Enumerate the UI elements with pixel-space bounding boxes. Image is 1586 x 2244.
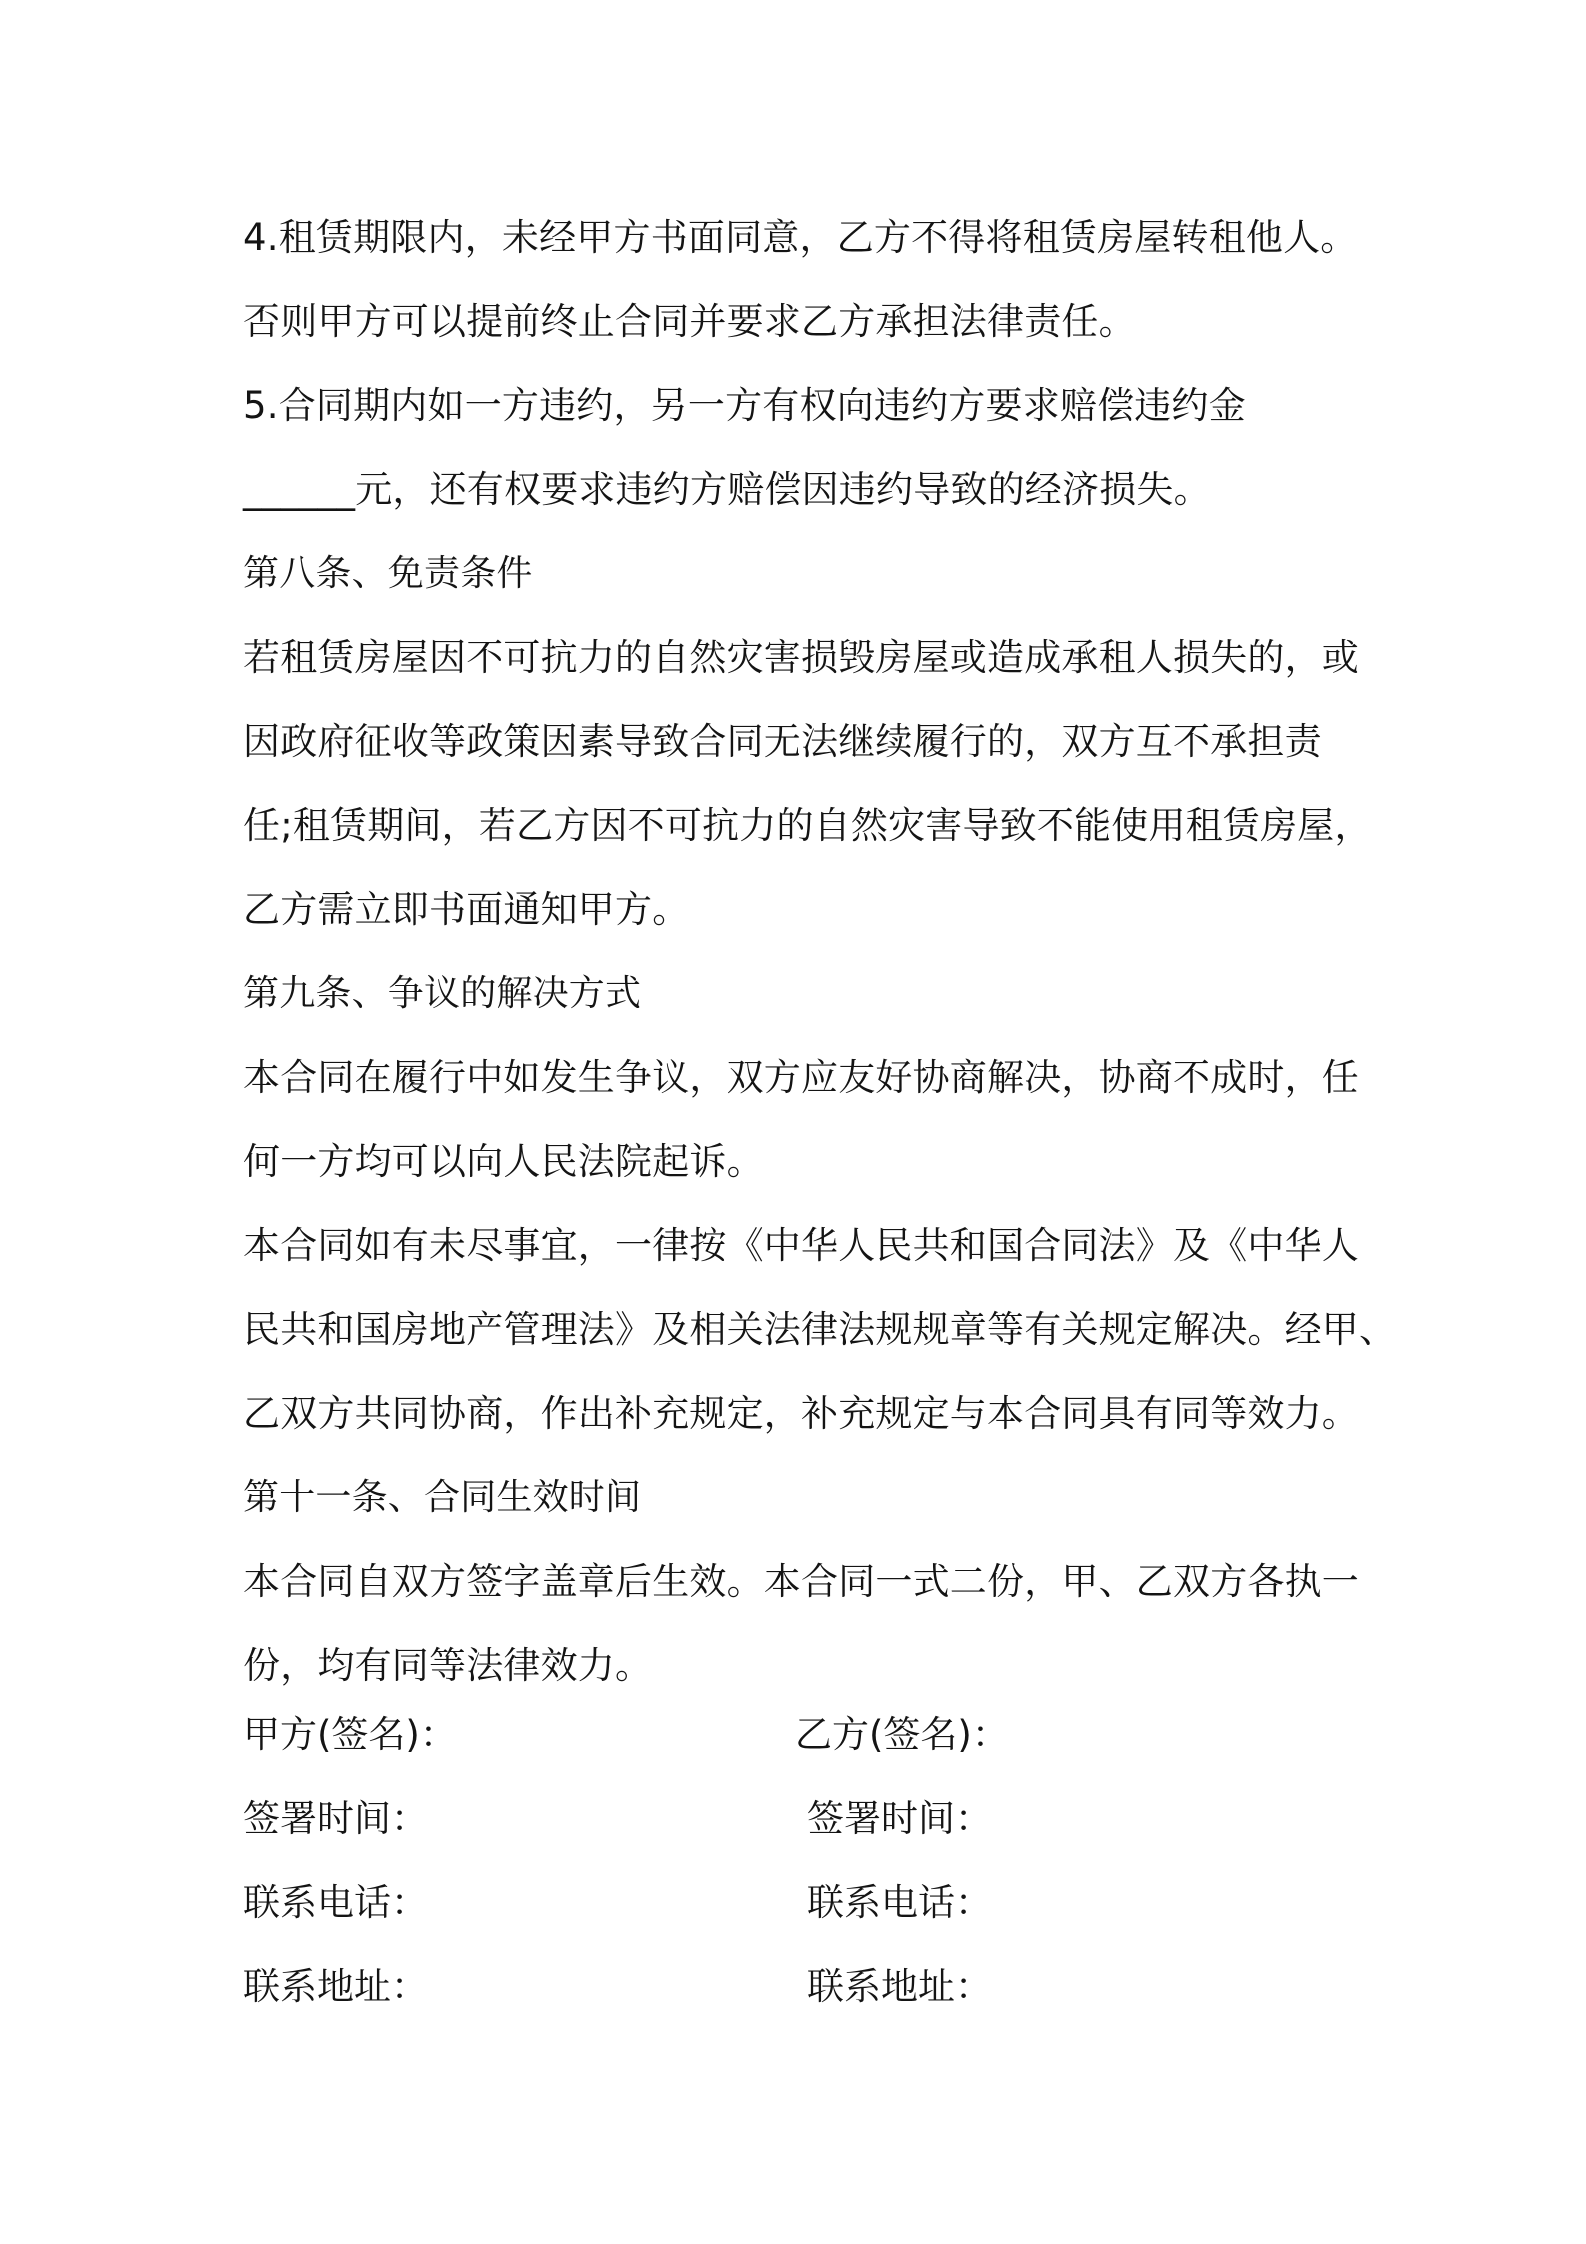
clause-5-line-1: 5.合同期内如一方违约，另一方有权向违约方要求赔偿违约金 — [243, 384, 1246, 427]
supplement-line-3: 乙双方共同协商，作出补充规定，补充规定与本合同具有同等效力。 — [243, 1392, 1359, 1435]
clause-4-line-1: 4.租赁期限内，未经甲方书面同意，乙方不得将租赁房屋转租他人。 — [243, 216, 1358, 259]
signature-row — [243, 1693, 1368, 1777]
phone-row — [243, 1861, 1368, 1945]
article-11-line-2: 份，均有同等法律效力。 — [243, 1644, 653, 1687]
article-11-heading: 第十一条、合同生效时间 — [243, 1477, 642, 1518]
party-b-date-label: 签署时间： — [807, 1797, 992, 1840]
party-b-address-label: 联系地址： — [807, 1965, 992, 2008]
party-b-phone-label: 联系电话： — [807, 1881, 992, 1924]
article-8-line-3: 任;租赁期间，若乙方因不可抗力的自然灾害导致不能使用租赁房屋， — [243, 804, 1372, 847]
clause-5-line-2: ______元，还有权要求违约方赔偿因违约导致的经济损失。 — [243, 468, 1211, 511]
article-9-line-1: 本合同在履行中如发生争议，双方应友好协商解决，协商不成时，任 — [243, 1056, 1359, 1099]
article-9-heading: 第九条、争议的解决方式 — [243, 973, 642, 1014]
party-a-signature-label: 甲方(签名)： — [243, 1713, 457, 1756]
party-a-phone-label: 联系电话： — [243, 1881, 428, 1924]
article-9-line-2: 何一方均可以向人民法院起诉。 — [243, 1140, 764, 1183]
article-8-line-1: 若租赁房屋因不可抗力的自然灾害损毁房屋或造成承租人损失的，或 — [243, 636, 1359, 679]
article-8-heading: 第八条、免责条件 — [243, 553, 533, 594]
clause-4-line-2: 否则甲方可以提前终止合同并要求乙方承担法律责任。 — [243, 300, 1136, 343]
signing-date-row — [243, 1777, 1368, 1861]
contract-body — [243, 196, 1397, 1708]
address-row — [243, 1945, 1368, 2029]
supplement-line-2: 民共和国房地产管理法》及相关法律法规规章等有关规定解决。经甲、 — [243, 1308, 1397, 1351]
party-a-address-label: 联系地址： — [243, 1965, 428, 2008]
party-a-date-label: 签署时间： — [243, 1797, 428, 1840]
article-11-line-1: 本合同自双方签字盖章后生效。本合同一式二份，甲、乙双方各执一 — [243, 1560, 1359, 1603]
party-b-signature-label: 乙方(签名)： — [795, 1713, 1009, 1756]
supplement-line-1: 本合同如有未尽事宜，一律按《中华人民共和国合同法》及《中华人 — [243, 1224, 1359, 1267]
article-8-line-2: 因政府征收等政策因素导致合同无法继续履行的，双方互不承担责 — [243, 720, 1322, 763]
signature-block — [243, 1693, 1368, 2029]
article-8-line-4: 乙方需立即书面通知甲方。 — [243, 888, 690, 931]
